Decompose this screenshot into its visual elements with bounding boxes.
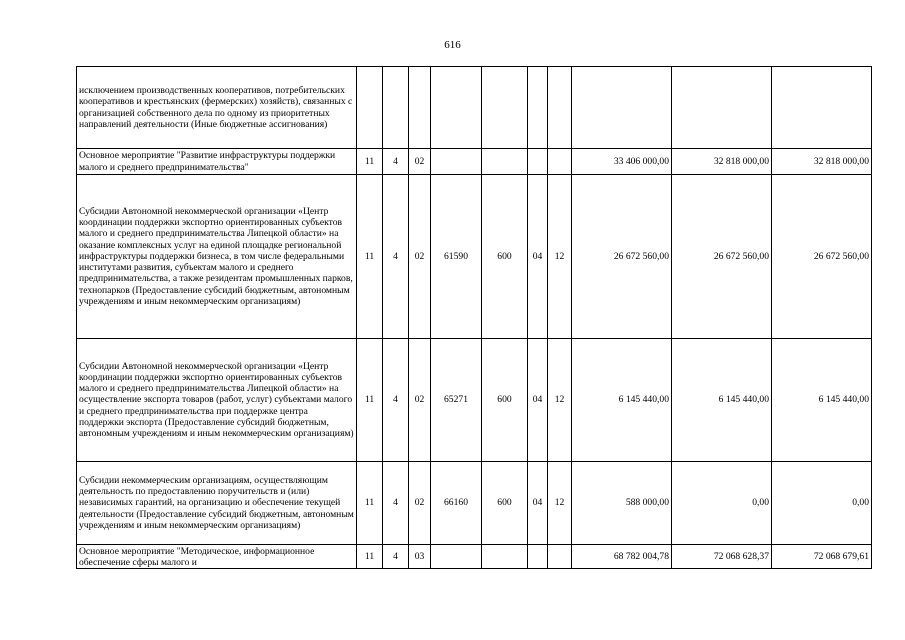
code-program: 11: [357, 462, 383, 545]
code-subsection: 12: [548, 462, 572, 545]
amount-year-2: 26 672 560,00: [672, 175, 772, 339]
row-description-text: Основное мероприятие "Методическое, информационное обеспечение сферы малого и: [79, 545, 315, 568]
code-subprogram: 4: [383, 149, 409, 175]
code-section: 04: [528, 339, 548, 462]
code-event: 02: [409, 339, 431, 462]
amount-year-2: [672, 67, 772, 149]
table-row: [77, 67, 872, 149]
amount-year-3: 72 068 679,61: [772, 545, 872, 569]
row-description: исключением производственных кооперативов, потребительских кооперативов и крестьянских (фермерских) хозяйств), связанных с организацией собственного дела по одному из приоритетных направлений деятельности (Иные бюджетные ассигнования): [77, 67, 357, 149]
code-subprogram: 4: [383, 175, 409, 339]
amount-year-1: 26 672 560,00: [572, 175, 672, 339]
amount-year-3: 0,00: [772, 462, 872, 545]
code-section: [528, 149, 548, 175]
code-event: 02: [409, 175, 431, 339]
row-description: Субсидии Автономной некоммерческой организации «Центр координации поддержки экспортно ориентированных субъектов малого и среднего предпринимательства Липецкой области» на оказание комплексных услуг на единой площадке региональной инфраструктуры поддержки бизнеса, в том числе федеральными институтами развития, субъектам малого и среднего предпринимательства, а также резидентам промышленных парков, технопарков (Предоставление субсидий бюджетным, автономным учреждениям и иным некоммерческим организациям): [77, 175, 357, 339]
budget-table: [76, 66, 872, 569]
code-direction: 61590: [431, 175, 482, 339]
code-direction: [431, 67, 482, 149]
code-expense-type: [482, 149, 528, 175]
amount-year-1: 33 406 000,00: [572, 149, 672, 175]
code-event: [409, 67, 431, 149]
code-direction: 65271: [431, 339, 482, 462]
table-row: [77, 339, 872, 462]
code-subsection: [548, 149, 572, 175]
code-event: 03: [409, 545, 431, 569]
table-row: [77, 175, 872, 339]
amount-year-2: 6 145 440,00: [672, 339, 772, 462]
code-expense-type: 600: [482, 339, 528, 462]
page-number: 616: [444, 39, 461, 51]
amount-year-1: 6 145 440,00: [572, 339, 672, 462]
code-event: 02: [409, 149, 431, 175]
amount-year-2: 0,00: [672, 462, 772, 545]
amount-year-2: 72 068 628,37: [672, 545, 772, 569]
code-subsection: 12: [548, 339, 572, 462]
code-direction: [431, 149, 482, 175]
amount-year-3: 26 672 560,00: [772, 175, 872, 339]
code-expense-type: [482, 67, 528, 149]
amount-year-3: 32 818 000,00: [772, 149, 872, 175]
amount-year-3: [772, 67, 872, 149]
code-direction: 66160: [431, 462, 482, 545]
row-description: Основное мероприятие "Развитие инфраструктуры поддержки малого и среднего предпринимательства": [77, 149, 357, 175]
code-expense-type: 600: [482, 462, 528, 545]
code-subprogram: [383, 67, 409, 149]
code-program: 11: [357, 545, 383, 569]
code-expense-type: [482, 545, 528, 569]
code-subprogram: 4: [383, 462, 409, 545]
code-section: 04: [528, 175, 548, 339]
code-event: 02: [409, 462, 431, 545]
code-section: [528, 67, 548, 149]
amount-year-3: 6 145 440,00: [772, 339, 872, 462]
row-description: [77, 545, 357, 569]
code-program: [357, 67, 383, 149]
code-section: [528, 545, 548, 569]
code-subsection: 12: [548, 175, 572, 339]
code-program: 11: [357, 149, 383, 175]
code-program: 11: [357, 175, 383, 339]
code-section: 04: [528, 462, 548, 545]
code-expense-type: 600: [482, 175, 528, 339]
code-subprogram: 4: [383, 339, 409, 462]
amount-year-1: 588 000,00: [572, 462, 672, 545]
amount-year-1: 68 782 004,78: [572, 545, 672, 569]
table-row: [77, 149, 872, 175]
amount-year-1: [572, 67, 672, 149]
code-subsection: [548, 545, 572, 569]
row-description: Субсидии некоммерческим организациям, осуществляющим деятельность по предоставлению поручительств и (или) независимых гарантий, на организацию и обеспечение текущей деятельности (Предоставление субсидий бюджетным, автономным учреждениям и иным некоммерческим организациям): [77, 462, 357, 545]
table-row: [77, 545, 872, 569]
code-direction: [431, 545, 482, 569]
code-subprogram: 4: [383, 545, 409, 569]
amount-year-2: 32 818 000,00: [672, 149, 772, 175]
row-description: Субсидии Автономной некоммерческой организации «Центр координации поддержки экспортно ориентированных субъектов малого и среднего предпринимательства Липецкой области» на осуществление экспорта товаров (работ, услуг) субъектами малого и среднего предпринимательства при поддержке центра поддержки экспорта (Предоставление субсидий бюджетным, автономным учреждениям и иным некоммерческим организациям): [77, 339, 357, 462]
table-row: [77, 462, 872, 545]
code-program: 11: [357, 339, 383, 462]
code-subsection: [548, 67, 572, 149]
